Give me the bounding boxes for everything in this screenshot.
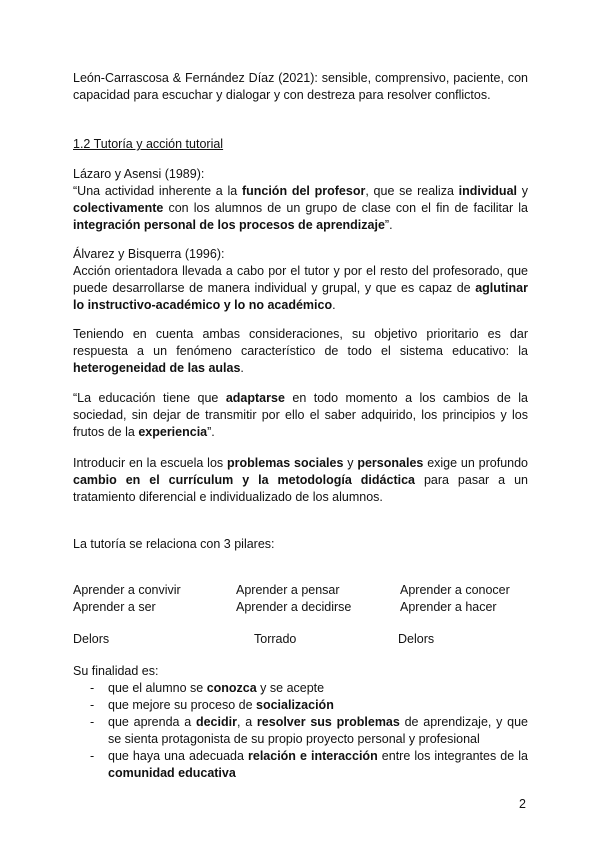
list-item: - que mejore su proceso de socialización xyxy=(73,697,528,714)
pillar-col-2: Aprender a pensar Aprender a decidirse Torrado xyxy=(236,583,352,646)
pillar-col-3: Aprender a conocer Aprender a hacer Delors xyxy=(398,583,510,646)
pillar-author-1: Delors xyxy=(73,632,110,646)
pilares-intro: La tutoría se relaciona con 3 pilares: xyxy=(73,537,275,551)
finalidad-list xyxy=(73,680,528,782)
section-title: 1.2 Tutoría y acción tutorial xyxy=(73,137,224,151)
lazaro-ref: Lázaro y Asensi (1989): xyxy=(73,167,205,181)
alvarez-ref: Álvarez y Bisquerra (1996): xyxy=(73,247,225,261)
pillar-author-3: Delors xyxy=(398,632,435,646)
finalidad-title: Su finalidad es: xyxy=(73,664,159,678)
pillar-col-1: Aprender a convivir Aprender a ser Delors xyxy=(73,583,181,646)
intro-paragraph: León-Carrascosa & Fernández Díaz (2021): sensible, comprensivo, paciente, con capacidad para escuchar y dialogar y con destreza para resolver conflictos. xyxy=(73,71,528,102)
teniendo-paragraph: Teniendo en cuenta ambas consideraciones, su objetivo prioritario es dar respuesta a un fenómeno característico de todo el sistema educativo: la heterogeneidad de las aulas. xyxy=(73,327,528,375)
list-item: - que el alumno se conozca y se acepte xyxy=(73,680,528,697)
lazaro-block xyxy=(73,166,528,234)
alvarez-block xyxy=(73,246,528,314)
lazaro-quote: “Una actividad inherente a la función del profesor, que se realiza individual y colectivamente con los alumnos de un grupo de clase con el fin de facilitar la integración personal de los procesos de aprendizaje”. xyxy=(73,184,528,232)
pillar-author-2: Torrado xyxy=(254,632,297,646)
page-number: 2 xyxy=(519,797,526,811)
list-item: - que aprenda a decidir, a resolver sus problemas de aprendizaje, y que se sienta protagonista de su propio proyecto personal y profesional xyxy=(73,714,528,748)
introducir-paragraph: Introducir en la escuela los problemas sociales y personales exige un profundo cambio en el currículum y la metodología didáctica para pasar a un tratamiento diferencial e individualizado de los alumnos. xyxy=(73,456,529,504)
list-item: - que haya una adecuada relación e interacción entre los integrantes de la comunidad educativa xyxy=(73,748,528,782)
quote-paragraph: “La educación tiene que adaptarse en todo momento a los cambios de la sociedad, sin dejar de transmitir por ello el saber adquirido, los principios y los frutos de la experiencia”. xyxy=(73,391,528,439)
finalidad-block xyxy=(73,663,528,782)
alvarez-text: Acción orientadora llevada a cabo por el tutor y por el resto del profesorado, que puede desarrollarse de manera individual y grupal, y que es capaz de aglutinar lo instructivo-académico y lo no académico. xyxy=(73,264,528,312)
